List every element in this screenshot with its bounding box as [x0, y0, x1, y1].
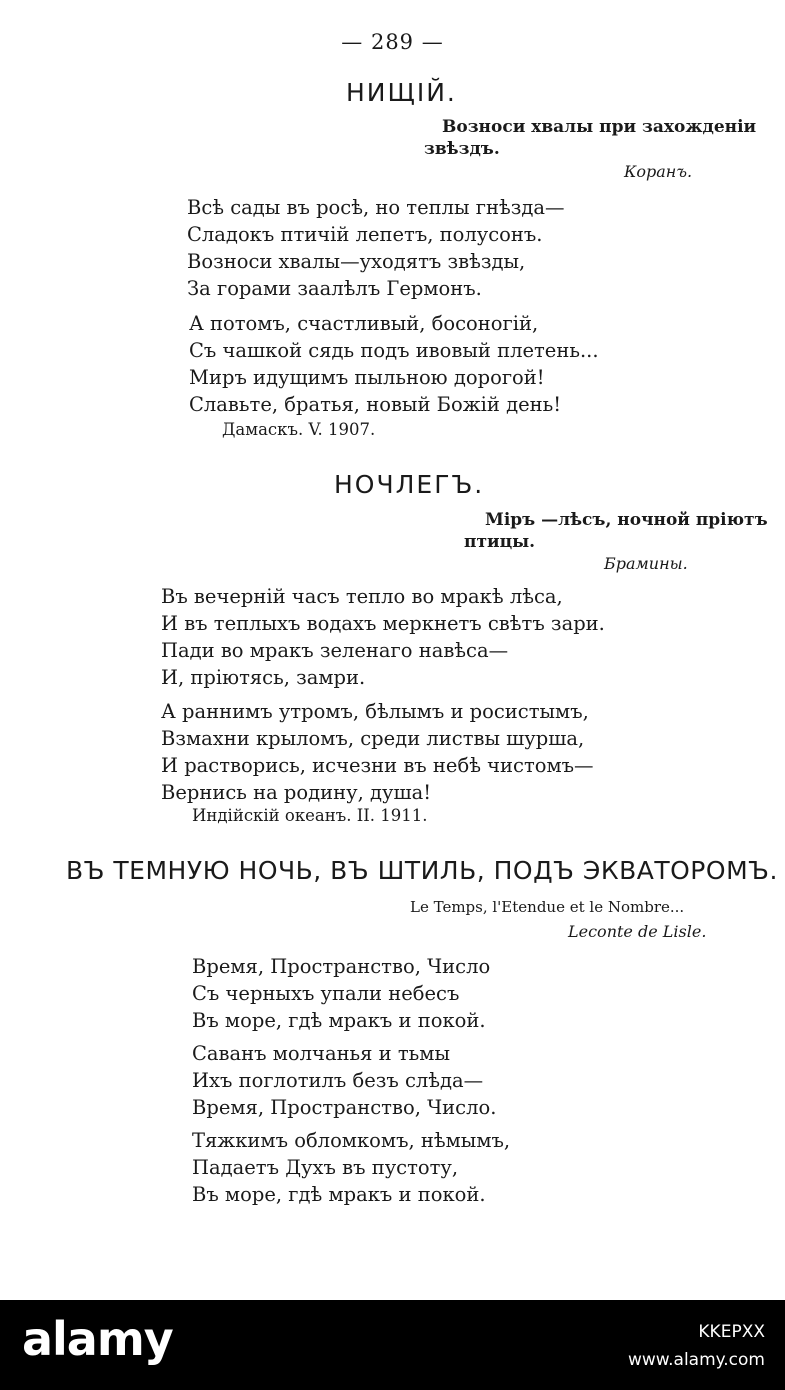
poem-title-lodging: НОЧЛЕГЪ. — [334, 470, 485, 499]
epigraph-line: Возноси хвалы при захожденіи — [442, 117, 757, 137]
verse-line: Миръ идущимъ пыльною дорогой! — [189, 366, 545, 389]
verse-line: Въ море, гдѣ мракъ и покой. — [192, 1183, 486, 1206]
epigraph-source: Leconte de Lisle. — [568, 922, 707, 941]
epigraph-line: Міръ —лѣсъ, ночной пріютъ — [485, 510, 768, 530]
epigraph-source: Брамины. — [604, 554, 688, 573]
verse-line: Падаетъ Духъ въ пустоту, — [192, 1156, 459, 1179]
verse-line: Ихъ поглотилъ безъ слѣда— — [192, 1069, 484, 1092]
epigraph-source: Коранъ. — [624, 162, 693, 181]
verse-line: И въ теплыхъ водахъ меркнетъ свѣтъ зари. — [161, 612, 605, 635]
verse-line: И, пріютясь, замри. — [161, 666, 366, 689]
dateline: Дамаскъ. V. 1907. — [222, 420, 376, 439]
image-code: KKEPXX — [698, 1322, 765, 1342]
verse-line: Съ черныхъ упали небесъ — [192, 982, 460, 1005]
verse-line: И растворись, исчезни въ небѣ чистомъ— — [161, 754, 594, 777]
verse-line: А раннимъ утромъ, бѣлымъ и росистымъ, — [161, 700, 589, 723]
verse-line: Въ море, гдѣ мракъ и покой. — [192, 1009, 486, 1032]
verse-line: Съ чашкой сядь подъ ивовый плетень... — [189, 339, 599, 362]
verse-line: Вернись на родину, душа! — [161, 781, 432, 804]
site-url: www.alamy.com — [627, 1350, 765, 1370]
stanza — [161, 698, 594, 806]
verse-line: Славьте, братья, новый Божій день! — [189, 393, 562, 416]
verse-line: Сладокъ птичій лепетъ, полусонъ. — [187, 223, 543, 246]
verse-line: Пади во мракъ зеленаго навѣса— — [161, 639, 509, 662]
verse-line: Саванъ молчанья и тьмы — [192, 1042, 450, 1065]
epigraph-line: звѣздъ. — [424, 139, 500, 159]
poem-title-beggar: НИЩІЙ. — [346, 78, 457, 107]
dateline: Индійскій океанъ. II. 1911. — [192, 806, 428, 825]
stanza — [189, 310, 599, 418]
stanza — [161, 583, 605, 691]
poem-title-equator: ВЪ ТЕМНУЮ НОЧЬ, ВЪ ШТИЛЬ, ПОДЪ ЭКВАТОРОМЪ. — [66, 856, 778, 885]
verse-line: Взмахни крыломъ, среди листвы шурша, — [161, 727, 585, 750]
verse-line: Время, Пространство, Число — [192, 955, 491, 978]
verse-line: За горами заалѣлъ Гермонъ. — [187, 277, 482, 300]
stanza — [192, 953, 490, 1034]
stanza — [187, 194, 564, 302]
verse-line: Возноси хвалы—уходятъ звѣзды, — [187, 250, 526, 273]
verse-line: Тяжкимъ обломкомъ, нѣмымъ, — [192, 1129, 511, 1152]
alamy-logo: alamy — [22, 1312, 173, 1366]
verse-line: Въ вечерній часъ тепло во мракѣ лѣса, — [161, 585, 563, 608]
verse-line: Время, Пространство, Число. — [192, 1096, 497, 1119]
watermark-bar — [0, 1300, 785, 1390]
epigraph-line: Le Temps, l'Etendue et le Nombre... — [410, 898, 685, 916]
page-number: — 289 — — [341, 30, 444, 54]
stanza — [192, 1127, 510, 1208]
verse-line: Всѣ сады въ росѣ, но теплы гнѣзда— — [187, 196, 565, 219]
stanza — [192, 1040, 496, 1121]
verse-line: А потомъ, счастливый, босоногій, — [189, 312, 539, 335]
epigraph-line: птицы. — [464, 532, 536, 552]
